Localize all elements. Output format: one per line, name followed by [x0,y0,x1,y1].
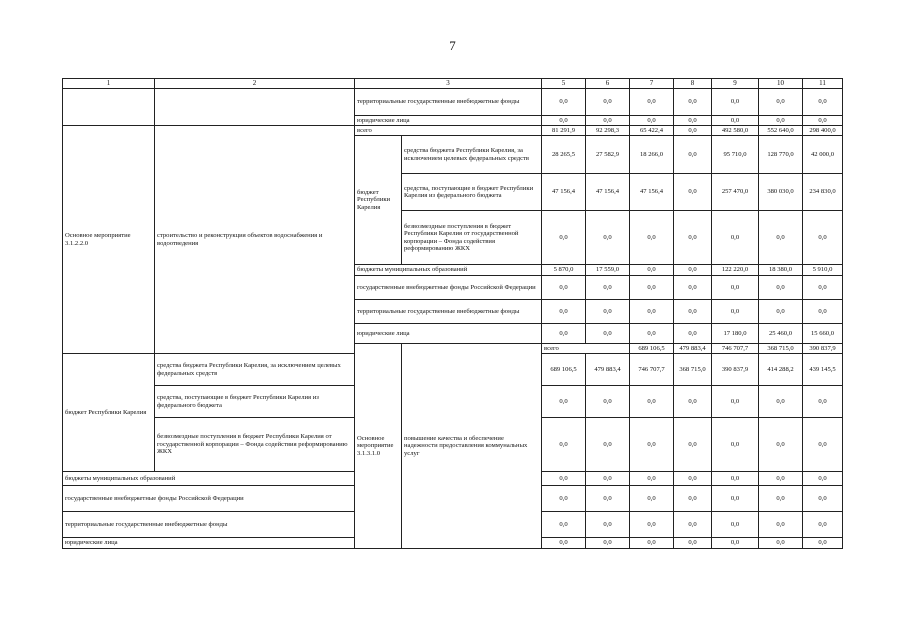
value-cell: 0,0 [630,300,674,324]
value-cell: 0,0 [803,276,843,300]
value-cell: 0,0 [542,324,586,344]
value-cell: 492 580,0 [712,126,759,136]
value-cell: 0,0 [542,300,586,324]
value-cell: 439 145,5 [803,354,843,386]
value-cell: 0,0 [712,300,759,324]
source-label: государственные внебюджетные фонды Российской Федерации [63,486,355,512]
value-cell: 0,0 [803,116,843,126]
value-cell: 0,0 [674,265,712,276]
value-cell: 0,0 [759,300,803,324]
value-cell: 128 770,0 [759,136,803,174]
value-cell: 390 837,9 [712,354,759,386]
value-cell: 0,0 [712,418,759,472]
source-label: юридические лица [355,116,542,126]
source-label: средства бюджета Республики Карелия, за исключением целевых федеральных средств [402,136,542,174]
value-cell: 0,0 [586,324,630,344]
value-cell: 0,0 [674,136,712,174]
value-cell: 0,0 [630,386,674,418]
value-cell: 0,0 [712,512,759,538]
header-cell: 7 [630,79,674,89]
value-cell: 0,0 [759,276,803,300]
value-cell: 0,0 [674,418,712,472]
value-cell: 0,0 [630,116,674,126]
source-label: средства бюджета Республики Карелия, за исключением целевых федеральных средств [155,354,355,386]
value-cell: 0,0 [630,472,674,486]
value-cell: 92 298,3 [586,126,630,136]
value-cell: 0,0 [759,418,803,472]
value-cell: 0,0 [630,486,674,512]
source-label: безвозмездные поступления в бюджет Республики Карелия от государственной корпорации – Фонда содействия реформированию ЖКХ [155,418,355,472]
value-cell: 0,0 [586,300,630,324]
value-cell: 0,0 [586,386,630,418]
value-cell: 0,0 [674,116,712,126]
value-cell: 689 106,5 [630,344,674,354]
value-cell: 0,0 [759,116,803,126]
value-cell: 0,0 [803,486,843,512]
value-cell: 746 707,7 [712,344,759,354]
value-cell: 0,0 [586,89,630,116]
value-cell: 0,0 [586,472,630,486]
value-cell: 257 470,0 [712,174,759,211]
value-cell: 0,0 [803,472,843,486]
source-label: юридические лица [63,538,355,549]
value-cell: 0,0 [803,538,843,549]
value-cell: 0,0 [759,211,803,265]
value-cell: 0,0 [712,472,759,486]
measure-name: повышение качества и обеспечение надежности предоставления коммунальных услуг [402,344,542,549]
value-cell: 0,0 [586,538,630,549]
value-cell: 479 883,4 [674,344,712,354]
value-cell: 0,0 [712,89,759,116]
value-cell: 0,0 [674,174,712,211]
value-cell: 47 156,4 [542,174,586,211]
value-cell: 0,0 [586,418,630,472]
value-cell: 0,0 [712,211,759,265]
value-cell: 0,0 [542,472,586,486]
value-cell: 0,0 [630,211,674,265]
value-cell: 0,0 [674,276,712,300]
value-cell: 0,0 [542,418,586,472]
value-cell: 0,0 [674,512,712,538]
value-cell: 0,0 [712,276,759,300]
source-label: средства, поступающие в бюджет Республики Карелия из федерального бюджета [402,174,542,211]
source-label: юридические лица [355,324,542,344]
value-cell: 18 380,0 [759,265,803,276]
value-cell: 0,0 [586,116,630,126]
value-cell: 0,0 [630,538,674,549]
value-cell: 5 910,0 [803,265,843,276]
source-label: всего [542,344,630,354]
value-cell: 0,0 [674,211,712,265]
value-cell: 17 559,0 [586,265,630,276]
value-cell: 0,0 [542,538,586,549]
value-cell: 0,0 [542,211,586,265]
source-label: бюджеты муниципальных образований [355,265,542,276]
value-cell: 0,0 [803,418,843,472]
value-cell: 0,0 [542,386,586,418]
table-row [63,126,843,136]
value-cell: 0,0 [630,276,674,300]
value-cell: 689 106,5 [542,354,586,386]
value-cell: 0,0 [542,116,586,126]
measure-code: Основное мероприятие 3.1.2.2.0 [63,126,155,354]
header-cell: 3 [355,79,542,89]
value-cell: 0,0 [712,386,759,418]
source-label: всего [355,126,542,136]
value-cell: 0,0 [803,211,843,265]
value-cell: 0,0 [586,512,630,538]
value-cell: 390 837,9 [803,344,843,354]
value-cell: 0,0 [674,486,712,512]
value-cell: 0,0 [803,512,843,538]
header-cell: 2 [155,79,355,89]
value-cell: 81 291,9 [542,126,586,136]
value-cell: 5 870,0 [542,265,586,276]
table-row [63,89,843,116]
value-cell: 0,0 [542,486,586,512]
value-cell: 368 715,0 [674,354,712,386]
value-cell: 0,0 [674,126,712,136]
value-cell: 0,0 [630,512,674,538]
value-cell: 414 288,2 [759,354,803,386]
value-cell: 0,0 [803,386,843,418]
code-cell [63,89,155,126]
value-cell: 18 266,0 [630,136,674,174]
value-cell: 28 265,5 [542,136,586,174]
budget-table [62,78,843,549]
value-cell: 0,0 [712,538,759,549]
header-cell: 9 [712,79,759,89]
value-cell: 0,0 [630,89,674,116]
value-cell: 47 156,4 [630,174,674,211]
budget-label: бюджет Республики Карелия [355,136,402,265]
header-cell: 1 [63,79,155,89]
measure-name: строительство и реконструкция объектов водоснабжения и водоотведения [155,126,355,354]
value-cell: 746 707,7 [630,354,674,386]
value-cell: 0,0 [759,538,803,549]
value-cell: 27 582,9 [586,136,630,174]
value-cell: 0,0 [630,265,674,276]
value-cell: 17 180,0 [712,324,759,344]
value-cell: 0,0 [586,276,630,300]
value-cell: 0,0 [586,486,630,512]
source-label: безвозмездные поступления в бюджет Республики Карелия от государственной корпорации – Фонда содействия реформированию ЖКХ [402,211,542,265]
source-label: территориальные государственные внебюджетные фонды [355,89,542,116]
value-cell: 0,0 [759,386,803,418]
source-label: средства, поступающие в бюджет Республики Карелия из федерального бюджета [155,386,355,418]
value-cell: 0,0 [630,324,674,344]
value-cell: 0,0 [712,486,759,512]
value-cell: 42 000,0 [803,136,843,174]
measure-code: Основное мероприятие 3.1.3.1.0 [355,344,402,549]
value-cell: 0,0 [803,89,843,116]
source-label: бюджеты муниципальных образований [63,472,355,486]
header-cell: 10 [759,79,803,89]
value-cell: 0,0 [674,538,712,549]
value-cell: 65 422,4 [630,126,674,136]
value-cell: 368 715,0 [759,344,803,354]
value-cell: 0,0 [542,512,586,538]
value-cell: 0,0 [759,89,803,116]
value-cell: 298 400,0 [803,126,843,136]
value-cell: 0,0 [542,276,586,300]
value-cell: 234 830,0 [803,174,843,211]
value-cell: 47 156,4 [586,174,630,211]
value-cell: 15 660,0 [803,324,843,344]
name-cell [155,89,355,126]
value-cell: 0,0 [542,89,586,116]
header-cell: 5 [542,79,586,89]
value-cell: 479 883,4 [586,354,630,386]
value-cell: 0,0 [674,324,712,344]
value-cell: 25 460,0 [759,324,803,344]
value-cell: 380 030,0 [759,174,803,211]
value-cell: 0,0 [759,472,803,486]
value-cell: 0,0 [674,386,712,418]
source-label: территориальные государственные внебюджетные фонды [355,300,542,324]
value-cell: 0,0 [674,300,712,324]
value-cell: 0,0 [803,300,843,324]
value-cell: 0,0 [630,418,674,472]
header-cell: 6 [586,79,630,89]
header-cell: 11 [803,79,843,89]
source-label: территориальные государственные внебюджетные фонды [63,512,355,538]
value-cell: 552 640,0 [759,126,803,136]
budget-label: бюджет Республики Карелия [63,354,155,472]
value-cell: 0,0 [674,472,712,486]
value-cell: 95 710,0 [712,136,759,174]
value-cell: 0,0 [759,486,803,512]
page-number: 7 [449,38,456,53]
source-label: государственные внебюджетные фонды Российской Федерации [355,276,542,300]
value-cell: 0,0 [712,116,759,126]
value-cell: 0,0 [759,512,803,538]
value-cell: 122 220,0 [712,265,759,276]
value-cell: 0,0 [674,89,712,116]
header-row [63,79,843,89]
header-cell: 8 [674,79,712,89]
value-cell: 0,0 [586,211,630,265]
